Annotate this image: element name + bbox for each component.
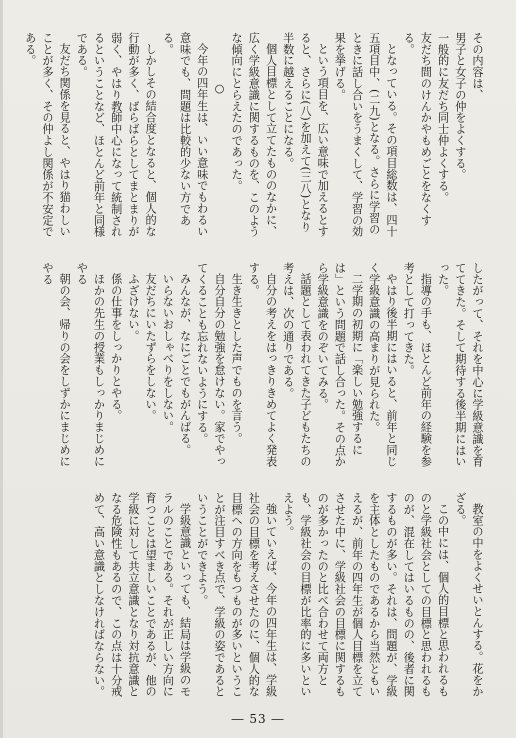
list-item: 自分自分の勉強を怠けない。家でやってくることも忘れないようにする。 (195, 262, 226, 467)
paragraph: しかしその結合度となると、個人的な行動が多く、ばらばらとしてまとまりが弱く、やはり教師中心になって統制されるということなど、ほとんど前年と同様である。 (75, 32, 158, 238)
text-tier-top (23, 32, 486, 242)
paragraph: 今年の四年生は、いい意味でもわるい意味でも、問題は比較的少ない方である。 (161, 32, 209, 237)
paragraph: 指導の手も、ほとんど前年の経験を参考として打ってきた。 (402, 262, 433, 467)
list-item: ほかの先生の授業もしっかりまじめにやる (75, 262, 106, 467)
paragraph: したがって、それを中心に学級意識を育ててきた。そして期待する後半期にはいった。 (436, 262, 484, 468)
list-item: 教室の中をよくせいとんする。花をかざる。 (453, 492, 484, 697)
paragraph: その内容は、 (471, 32, 484, 101)
list-item: 自分の考えをはっきりきめてよく発表する。 (247, 262, 278, 467)
paragraph: やはり後半期にはいると、前年と同じく学級意識の高まりが見られた。 (367, 262, 398, 467)
list-item: 係の仕事をしっかりとやる。 (109, 273, 123, 422)
section-divider-circle: ○ (212, 82, 226, 96)
page-number: ― 53 ― (231, 712, 285, 726)
paragraph: 話題として表われてきた子どもたちの考えは、次の通りである。 (281, 262, 312, 467)
list-item: ふざけない。 (126, 273, 140, 342)
list-item: みんなが、なにごとでもがんばる。 (178, 273, 192, 456)
paragraph: 友だち間のけんかやもめごとをなくする。 (402, 32, 433, 226)
list-item: 生き生きとした声でものを言う。 (230, 273, 244, 445)
paragraph: この中には、個人的目標と思われるものと学級社会としての目標と思われるものが、混在してはいるものの、後者に関するものが多い。それは、問題が、学級を主体としたものであるから当然ともいえるが、前年の四年生が個人目標を立てさせた中に、学級社会の目標に関するものが多かったのと比べ合わせて両方とも、学級社会の目標が比率的に多いといえよう。 (281, 492, 450, 698)
paragraph: 個人目標として立てたもののなかに、広く学級意識に関するものを、このような傾向にとらえたのであった。 (230, 32, 278, 238)
paragraph: 一般的に友だち同士仲よくする。 (436, 32, 450, 203)
scan-edge (0, 0, 3, 738)
paragraph: 学級意識といっても、結局は学級のモラルのことである。それが正しい方向に育つことは望ましいことであるが、他の学級に対して共立意識となり対抗意識となる危険性もあるので、この点は十分戒めて、高い意識としなければならない。 (92, 492, 192, 698)
text-tier-middle (40, 262, 486, 472)
text-tier-bottom (46, 492, 486, 702)
paragraph: となっている。その項目総数は、四十五項目中、(二九)となる。さらに学習のときに話し合いをうまくして、学習の効果を挙げる。 (333, 32, 398, 238)
paragraph: 友だち関係を見ると、やはり猫わしいことが多く、その仲よし関係が不安定である。 (23, 32, 72, 238)
paragraph: 男子と女子の仲をよくする。 (453, 32, 467, 181)
list-item: いらないおしゃべりをしない。 (161, 273, 175, 433)
list-item: 友だちにいたずらをしない。 (144, 273, 158, 422)
list-item: 朝の会、帰りの会をしずかにまじめにやる (40, 262, 72, 467)
paragraph: 強いていえば、今年の四年生は、学級社会の目標を考えさせたのに、個人的な目標への方向をもつものが多いということが注目すべき点で、学級の姿であるということができよう。 (195, 492, 278, 698)
paragraph: という項目を、広い意味で加えるとすると、さらに(八)を加えて(三八)となり半数に越えることになる。 (281, 32, 330, 237)
paragraph: 二学期の初期に「楽しい勉強するには」という問題で話し合った。その点から学級意識をのぞいてみる。 (316, 262, 364, 468)
